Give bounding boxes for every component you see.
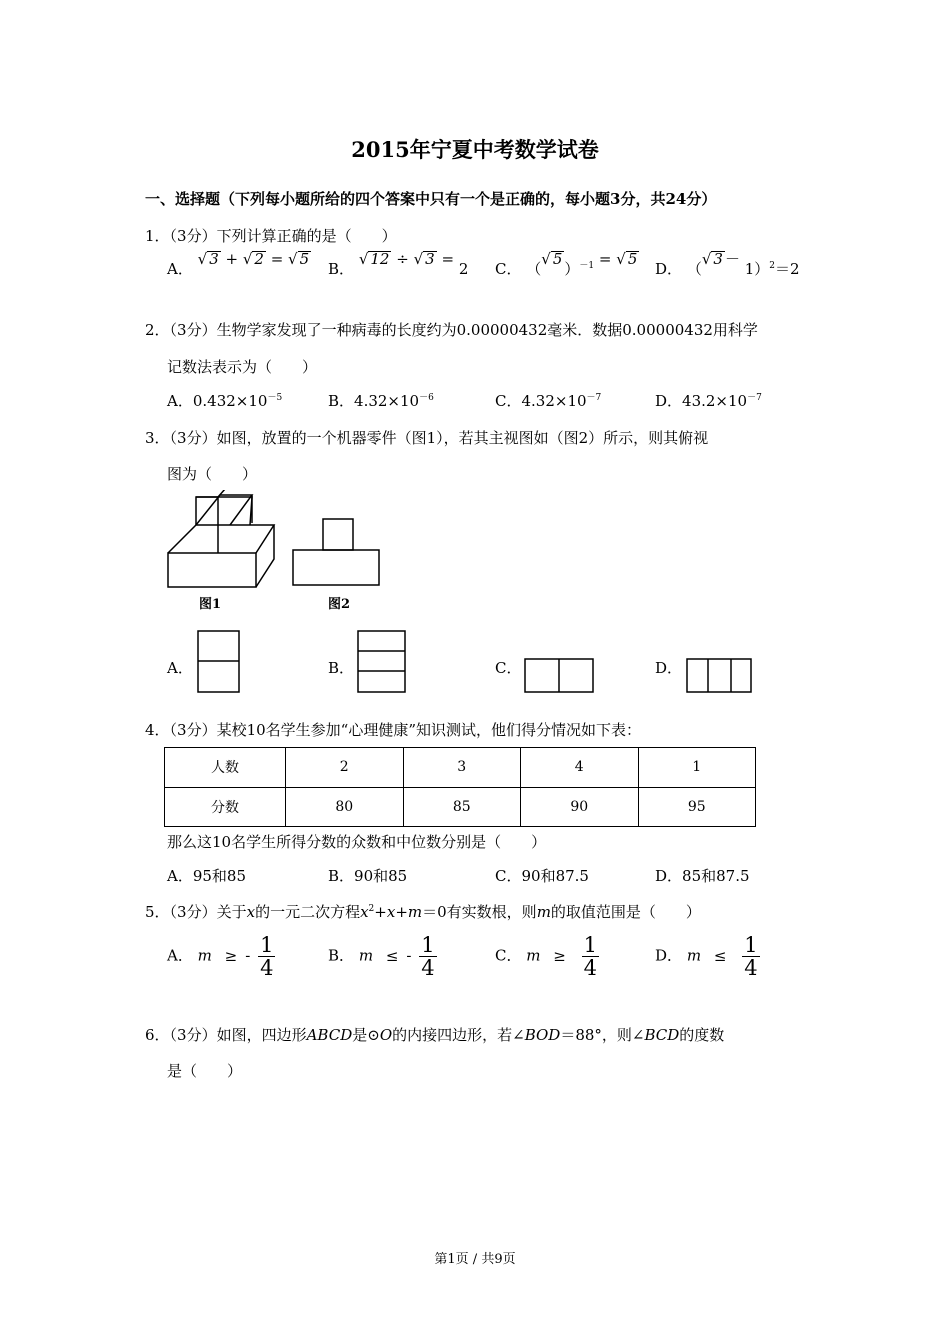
q4-option-c[interactable]: C．90和87.5 [495,867,589,885]
q5-option-d[interactable]: D． m ≤ $\frac{1}{4}$ [655,933,758,980]
fraction: $\frac{1}{4}$ [744,933,758,980]
fraction: $\frac{1}{4}$ [583,933,598,980]
figure-2-front-view [292,518,384,588]
q4-option-a[interactable]: A．95和85 [167,867,247,885]
q3-option-c-figure[interactable] [523,657,595,694]
figure-1-caption: 图1 [199,597,222,612]
q5-stem: 5．（3分）关于x的一元二次方程$x^2+x+m=0$有实数根，则m的取值范围是（ ） [145,903,701,921]
fraction: $\frac{1}{4}$ [260,933,274,980]
table-row: 分数 80 85 90 95 [165,787,756,827]
figure-2-caption: 图2 [328,597,351,612]
q5-option-a[interactable]: A． m ≥ - $\frac{1}{4}$ [167,933,274,980]
q2-stem-line1: 2．（3分）生物学家发现了一种病毒的长度约为0.00000432毫米．数据0.00000432用科学 [145,321,758,339]
q1-option-a[interactable]: A． √ 3 + √ 2 = √ 5 [167,250,310,278]
q1-option-c[interactable]: C． （√ 5）$^{-1}$ = √ 5 [495,250,638,278]
q3-option-a-label[interactable]: A． [167,659,193,677]
q4-followup: 那么这10名学生所得分数的众数和中位数分别是（ ） [167,833,547,851]
q3-option-d-figure[interactable] [684,657,754,694]
q1-option-d[interactable]: D． （√ 3 － 1）$^2$＝2 [655,250,800,278]
q6-stem-line2: 是（ ） [167,1062,243,1080]
q3-option-c-label[interactable]: C． [495,659,522,677]
option-label: A． [167,260,193,278]
q3-option-a-figure[interactable] [196,630,242,694]
q4-score-table [164,747,756,827]
q2-option-b[interactable]: B．$4.32\times 10^{-6}$ [328,392,434,410]
q4-option-b[interactable]: B．90和85 [328,867,408,885]
q1-stem: 1．（3分）下列计算正确的是（ ） [145,227,397,245]
q1-option-b[interactable]: B． √ 12 ÷ √ 3 = 2 [328,250,469,278]
q4-option-d[interactable]: D．85和87.5 [655,867,750,885]
q3-option-b-figure[interactable] [357,630,407,694]
page-title: 2015年宁夏中考数学试卷 [351,137,599,162]
q2-option-d[interactable]: D．$43.2\times 10^{-7}$ [655,392,762,410]
q3-option-b-label[interactable]: B． [328,659,355,677]
fraction: $\frac{1}{4}$ [421,933,435,980]
table-row: 人数 2 3 4 1 [165,748,756,788]
q5-option-c[interactable]: C． m ≥ $\frac{1}{4}$ [495,933,598,980]
q3-stem-line2: 图为（ ） [167,465,258,483]
q2-option-a[interactable]: A．$0.432\times 10^{-5}$ [167,392,283,410]
q6-stem-line1: 6．（3分）如图，四边形ABCD是⊙O的内接四边形，若∠BOD＝88°，则∠BCD的度数 [145,1026,725,1044]
q2-option-c[interactable]: C．$4.32\times 10^{-7}$ [495,392,602,410]
section-heading: 一、选择题（下列每小题所给的四个答案中只有一个是正确的，每小题3分，共24分） [145,190,717,208]
q5-option-b[interactable]: B． m ≤ - $\frac{1}{4}$ [328,933,435,980]
q4-stem: 4．（3分）某校10名学生参加“心理健康”知识测试，他们得分情况如下表： [145,721,642,739]
q2-stem-line2: 记数法表示为（ ） [167,358,318,376]
page-footer: 第1页 / 共9页 [434,1252,516,1267]
q3-option-d-label[interactable]: D． [655,659,683,677]
q3-stem-line1: 3．（3分）如图，放置的一个机器零件（图1），若其主视图如（图2）所示，则其俯视 [145,429,709,447]
